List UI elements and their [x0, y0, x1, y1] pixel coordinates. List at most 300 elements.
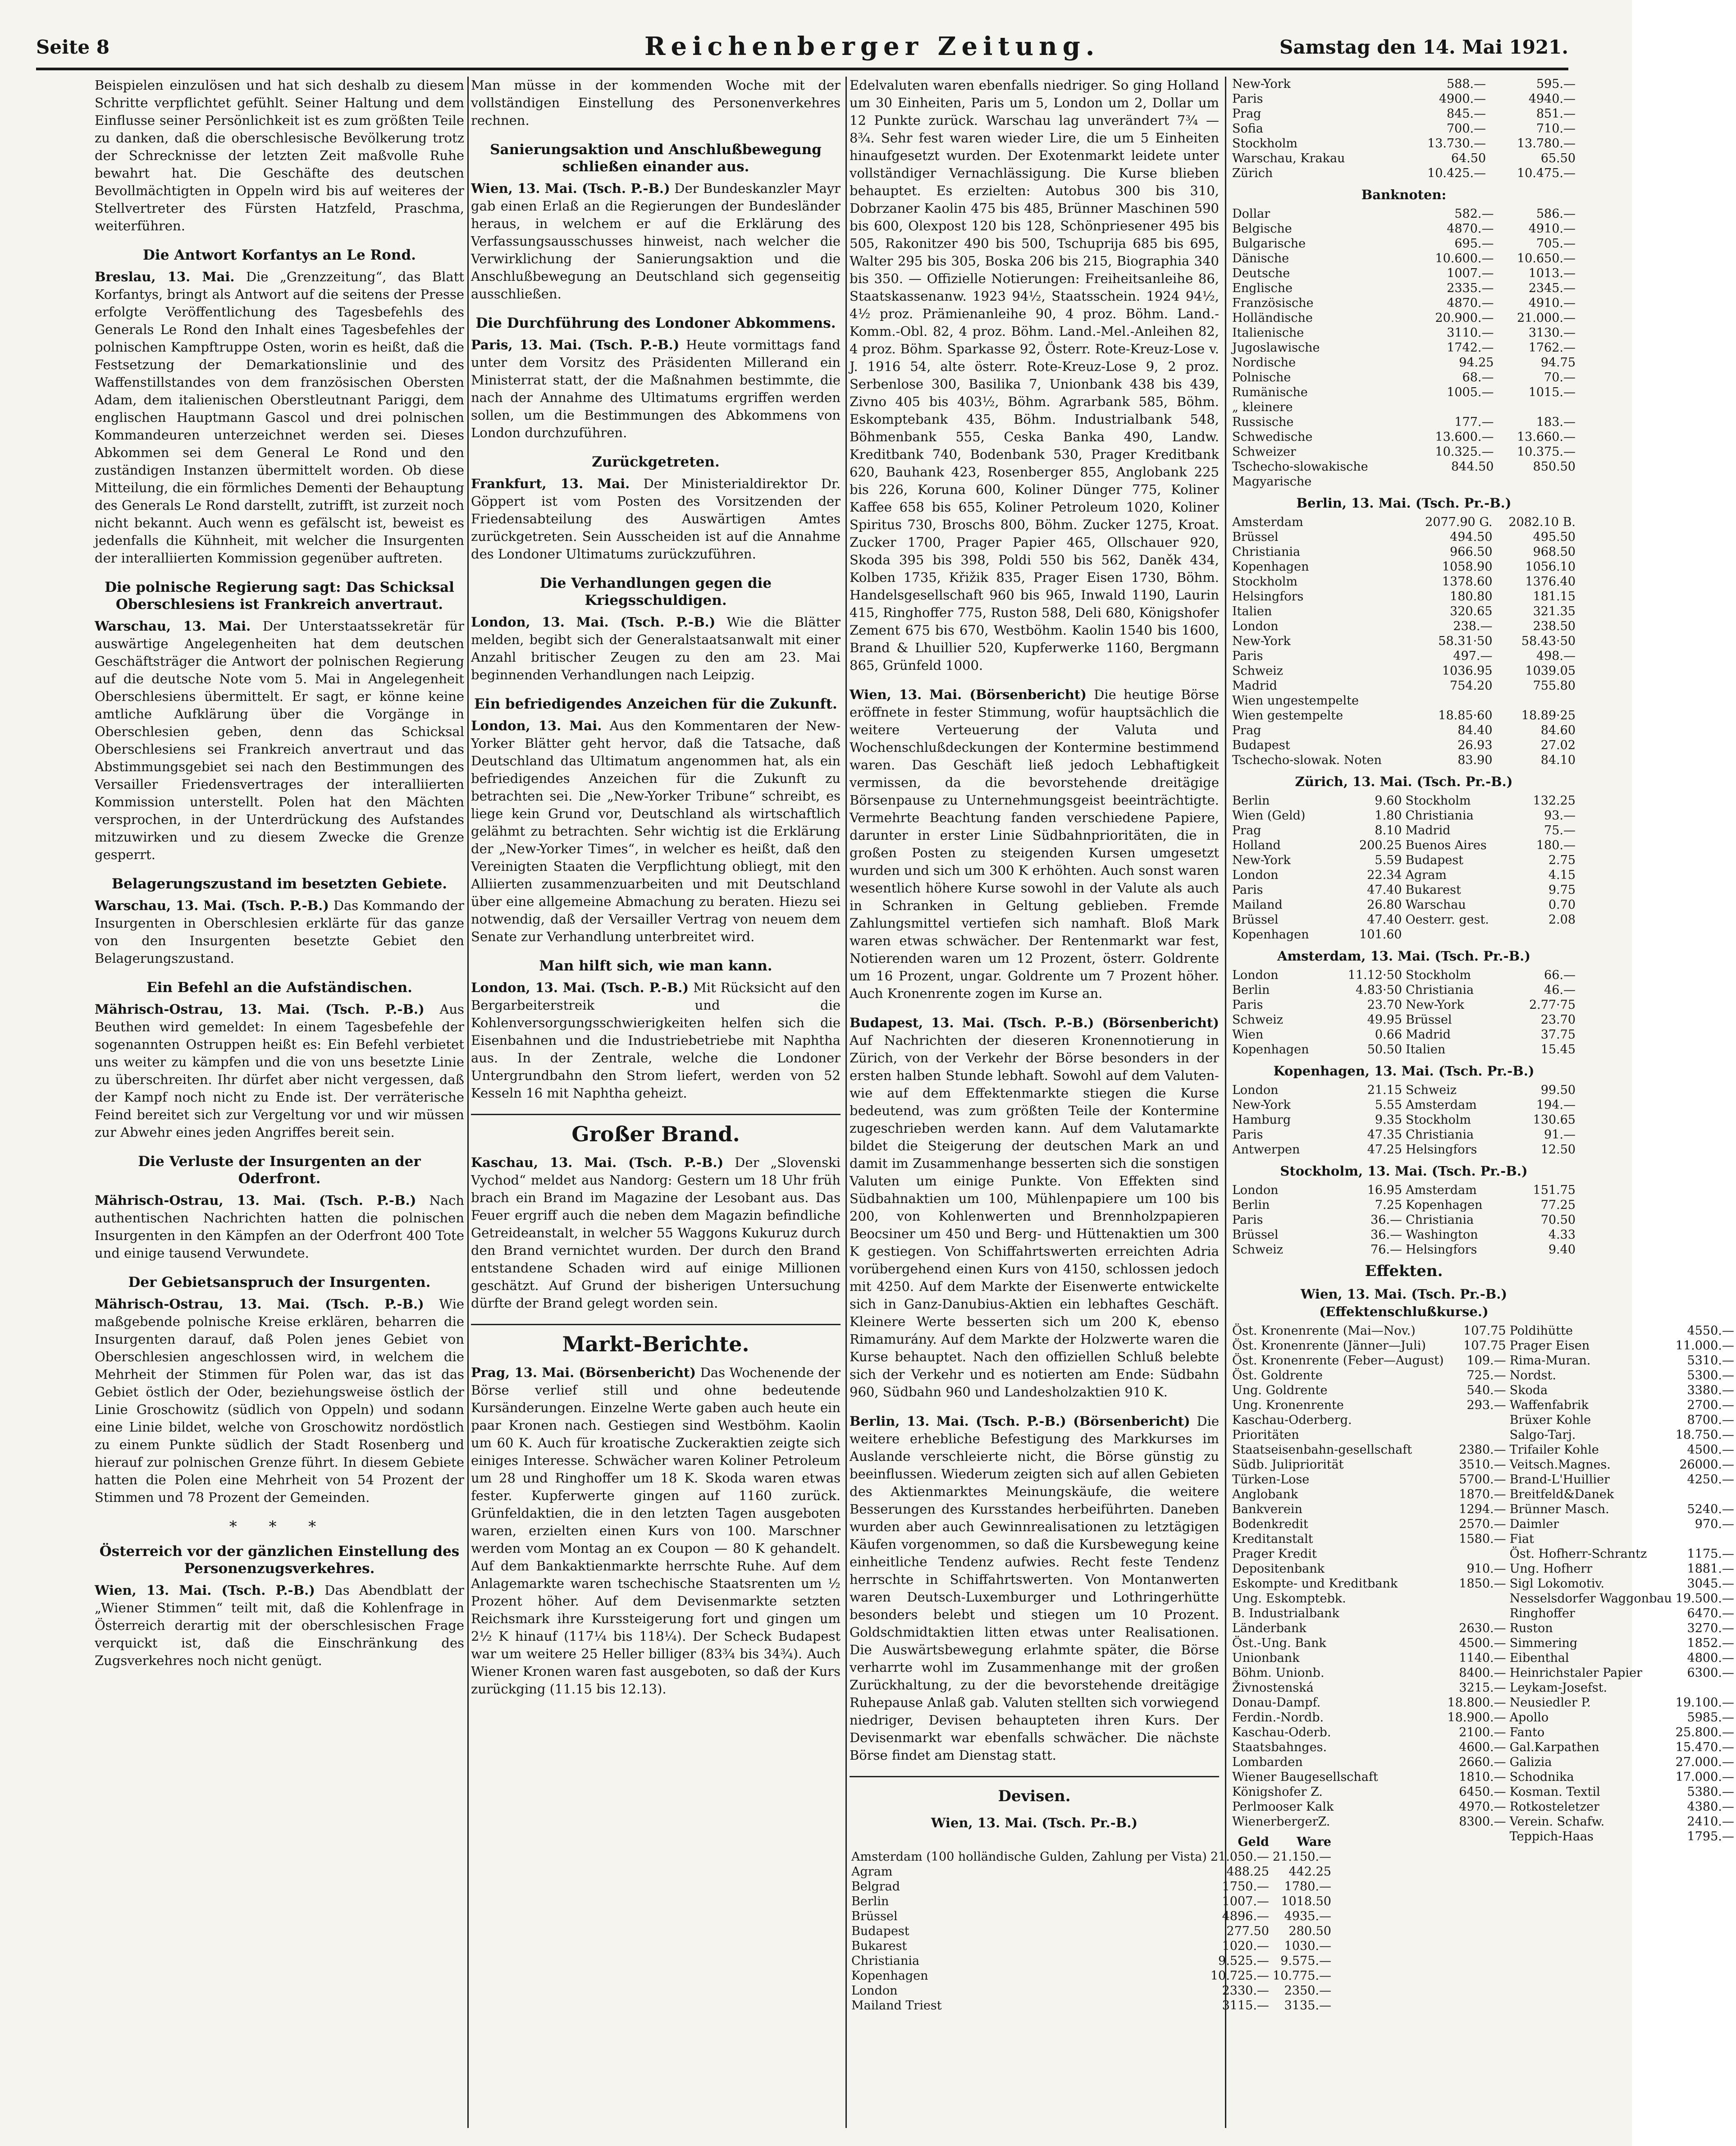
- article-body: Der Bundeskanzler Mayr gab einen Erlaß an die Regierungen der Bundesländer heraus, in welchem er auf die Erklärung des Verfassungsausschusses hinweist, nach welcher die Verwirklichung der Sanierungsaktion und die Anschlußbewegung an Deutschland sich gegenseitig ausschließen.: [471, 181, 841, 302]
- article-body: Das Abendblatt der „Wiener Stimmen“ teilt mit, daß die Kohlenfrage in Österreich derartig mit der oberschlesischen Frage verquickt ist, daß die Einschränkung des Zugsverkehres noch nicht genügt.: [95, 1583, 465, 1668]
- table-cell: Wien ungestempelte: [1232, 694, 1359, 708]
- table-cell: Wien (Geld): [1232, 809, 1306, 823]
- table-cell: Budapest: [851, 1924, 909, 1938]
- table-cell: Rima-Muran.: [1509, 1354, 1591, 1368]
- table-row: [1230, 459, 1577, 474]
- table-cell: Brüssel: [1232, 530, 1279, 544]
- table-row: [1230, 1591, 1736, 1606]
- table-cell: Kopenhagen: [1232, 560, 1309, 574]
- table-row: [1230, 998, 1577, 1012]
- table-cell: Daimler: [1509, 1517, 1559, 1531]
- table-cell: Eskompte- und Kreditbank: [1232, 1577, 1398, 1591]
- table-cell: Madrid: [1406, 1028, 1451, 1042]
- table-cell: 3215.—: [1459, 1681, 1506, 1695]
- table-row: [1230, 266, 1577, 281]
- table-cell: Buenos Aires: [1405, 838, 1487, 852]
- table-cell: 1795.—: [1687, 1830, 1734, 1844]
- table-cell: Schweiz: [1232, 664, 1283, 678]
- article: [471, 1114, 841, 1312]
- table-row: [1230, 559, 1577, 574]
- table-row: [1230, 1183, 1577, 1198]
- article-dateline: Mährisch-Ostrau, 13. Mai. (Tsch. P.-B.): [95, 1193, 416, 1208]
- table-cell: Berlin: [851, 1894, 889, 1908]
- page-number: Seite 8: [36, 36, 110, 58]
- effekten-title: Effekten.: [1365, 1262, 1443, 1280]
- table-cell: Wien: [1232, 1028, 1264, 1042]
- article: [95, 1543, 464, 1670]
- table-cell: 1015.—: [1528, 385, 1576, 399]
- table-row: [1230, 1383, 1736, 1398]
- table-cell: Poldihütte: [1509, 1324, 1573, 1338]
- table-cell: Belgrad: [851, 1880, 900, 1894]
- article: [850, 686, 1219, 1002]
- article-dateline: Warschau, 13. Mai. (Tsch. P.-B.): [95, 898, 329, 913]
- table-row: [1230, 738, 1577, 753]
- table-row: [1230, 1621, 1736, 1636]
- table-row: [1230, 355, 1577, 370]
- kopenhagen-rates-title: Kopenhagen, 13. Mai. (Tsch. Pr.-B.): [1273, 1063, 1535, 1079]
- table-cell: 2082.10 B.: [1508, 515, 1576, 529]
- table-row: [1230, 430, 1577, 444]
- table-cell: 968.50: [1533, 545, 1576, 559]
- table-cell: 15.470.—: [1675, 1740, 1734, 1754]
- column-2: [471, 77, 841, 2128]
- table-cell: 4250.—: [1687, 1473, 1734, 1487]
- article-dateline: London, 13. Mai. (Tsch. P.-B.): [471, 980, 689, 995]
- table-cell: Ferdin.-Nordb.: [1232, 1711, 1324, 1725]
- table-cell: 66.—: [1544, 968, 1576, 982]
- table-cell: Englische: [1232, 281, 1293, 295]
- article-headline: Die Verluste der Insurgenten an der Oderfront.: [138, 1153, 421, 1187]
- table-cell: Öst. Kronenrente (Mai—Nov.): [1232, 1324, 1416, 1338]
- article-body: Der Ministerialdirektor Dr. Göppert ist vom Posten des Vorsitzenden der Friedensabteilung des Auswärtigen Amtes zurückgetreten. Sein Ausscheiden ist auf die Annahme des Londoner Ultimatums zurückzuführen.: [471, 476, 841, 562]
- table-cell: Amsterdam: [1406, 1098, 1477, 1112]
- table-cell: 180.—: [1536, 838, 1576, 852]
- table-cell: 36.—: [1371, 1213, 1402, 1227]
- table-cell: [1414, 400, 1496, 415]
- table-cell: Bankverein: [1232, 1502, 1302, 1516]
- table-cell: 4500.—: [1687, 1443, 1734, 1457]
- article: [95, 247, 464, 567]
- table-cell: 2.77·75: [1529, 998, 1576, 1012]
- table-cell: Öst. Hofherr-Schrantz: [1509, 1547, 1647, 1561]
- table-cell: 18.89·25: [1521, 709, 1576, 723]
- table-row: [1230, 311, 1577, 325]
- table-cell: 3045.—: [1687, 1577, 1734, 1591]
- effekten-table: [1230, 1323, 1736, 1844]
- table-row: [1230, 1799, 1736, 1814]
- table-cell: 966.50: [1450, 545, 1493, 559]
- table-cell: 2700.—: [1687, 1398, 1734, 1412]
- table-cell: 540.—: [1466, 1383, 1506, 1397]
- table-cell: Stockholm: [1232, 575, 1297, 589]
- effekten-subtitle: Wien, 13. Mai. (Tsch. Pr.-B.) (Effektenschlußkurse.): [1300, 1286, 1508, 1319]
- table-cell: 4380.—: [1687, 1800, 1734, 1814]
- table-row: [1230, 1398, 1736, 1413]
- table-cell: Brüssel: [851, 1909, 898, 1923]
- table-cell: 4910.—: [1528, 222, 1576, 236]
- article-body: Wie maßgebende polnische Kreise erklären, beharren die Insurgenten darauf, daß Polen jenes Gebiet von Oberschlesien angeschlossen wird, in welchem die Mehrheit der Stimmen für Polen war, das ist das Gebiet östlich der Oder, beziehungsweise östlich der Linie Groschowitz (südlich von Oppeln) und sodann eine Linie bildet, welche von Groschowitz nordöstlich zu einem Punkte südlich der Stadt Rosenberg und hierauf zur polnischen Grenze führt. In diesem Gebiete hatten die Polen eine Mehrheit von 54 Prozent der Stimmen und 78 Prozent der Gemeinden.: [95, 1296, 464, 1505]
- table-cell: 700.—: [1447, 122, 1486, 136]
- table-cell: 130.65: [1533, 1113, 1576, 1127]
- table-cell: 36.—: [1371, 1228, 1402, 1242]
- article: [471, 696, 841, 946]
- table-cell: 582.—: [1454, 207, 1494, 221]
- table-row: [1230, 1323, 1736, 1338]
- article-dateline: Mährisch-Ostrau, 13. Mai. (Tsch. P.-B.): [95, 1002, 425, 1017]
- table-cell: Nordst.: [1509, 1368, 1556, 1382]
- zurich-rates-title: Zürich, 13. Mai. (Tsch. Pr.-B.): [1295, 774, 1513, 789]
- table-cell: Kaschau-Oderberg.: [1232, 1413, 1352, 1427]
- table-cell: Sigl Lokomotiv.: [1509, 1577, 1605, 1591]
- table-cell: 10.650.—: [1517, 252, 1576, 265]
- table-cell: Holländische: [1232, 311, 1313, 325]
- table-cell: 20.900.—: [1435, 311, 1494, 325]
- table-row: [1230, 1680, 1736, 1695]
- table-row: [1230, 589, 1577, 604]
- table-cell: 2345.—: [1528, 281, 1576, 295]
- table-cell: Kosman. Textil: [1509, 1785, 1600, 1799]
- table-cell: Schweiz: [1406, 1083, 1457, 1097]
- column-rule: [1225, 77, 1226, 2128]
- article-body: Auf Nachrichten der dieseren Kronennotierung in Zürich, von der Verkehr der Börse besonders in der ersten halben Stunde lebhaft. Sowohl auf dem Valuten- wie auf dem Effektenmarkte stiegen die Kurse bedeutend, was zum größten Teile der Kontermine zugeschrieben werden kann. Auf dem Valutamarkte bildet die Steigerung der deutschen Mark an und damit im Zusammenhange besserten sich die sonstigen Valuten um einige Punkte. Von Effekten sind Südbahnaktien um 100, Mühlenpapiere um 100 bis 200, von Kohlenwerten und Brennholzpapieren Beocsiner um 450 und Berg- und Hüttenaktien um 300 K gestiegen. Von Schiffahrtswerten erreichten Adria vorübergehend einen Kurs von 4150, schlossen jedoch mit 4250. Auf dem Markte der Eisenwerte entwickelte sich in Ganz-Danubius-Aktien ein lebhaftes Geschäft. Kleinere Werte besserten sich um 200 K, ebenso Rimamurány. Auf dem Markte der Holzwerte waren die Kurse behauptet. Nach den offiziellen Schluß belebte sich der Verkehr und es notierten am Ende: Südbahn 960, Südbahn 960 und Landesholzaktien 910 K.: [850, 1033, 1219, 1400]
- table-cell: Waffenfabrik: [1509, 1398, 1589, 1412]
- table-row: [1230, 723, 1577, 738]
- table-cell: 1007.—: [1222, 1894, 1269, 1908]
- table-cell: 2.08: [1548, 913, 1576, 927]
- table-cell: Südb. Julipriorität: [1232, 1458, 1344, 1472]
- table-row: [1230, 151, 1577, 166]
- article-body: Wie die Blätter melden, begibt sich der Generalstaatsanwalt mit einer Anzahl britischer Zeugen zu den am 23. Mai beginnenden Verhandlungen nach Leipzig.: [471, 614, 841, 682]
- table-row: [1230, 296, 1577, 311]
- column-4: [1230, 77, 1734, 2128]
- table-row: [1230, 474, 1577, 489]
- table-cell: Hamburg: [1232, 1113, 1291, 1127]
- table-row: [1230, 1755, 1736, 1770]
- table-cell: 8700.—: [1687, 1413, 1734, 1427]
- table-row: [1230, 1413, 1736, 1428]
- table-cell: 37.75: [1540, 1028, 1576, 1042]
- table-cell: Gal.Karpathen: [1509, 1740, 1599, 1754]
- table-cell: 442.25: [1288, 1865, 1331, 1879]
- table-cell: 16.95: [1367, 1183, 1402, 1197]
- table-row: [1230, 663, 1577, 678]
- table-cell: Bukarest: [851, 1939, 907, 1953]
- table-cell: 321.35: [1533, 604, 1576, 618]
- table-cell: Ung. Goldrente: [1232, 1383, 1328, 1397]
- table-cell: Warschau: [1405, 898, 1466, 912]
- table-cell: 1742.—: [1447, 341, 1494, 355]
- table-cell: 755.80: [1533, 679, 1576, 693]
- table-cell: 8300.—: [1459, 1815, 1506, 1829]
- table-cell: 5985.—: [1687, 1711, 1734, 1725]
- table-cell: Schweizer: [1232, 445, 1296, 459]
- table-cell: 595.—: [1536, 77, 1576, 91]
- table-cell: 91.—: [1544, 1128, 1576, 1142]
- table-cell: Prag: [1232, 723, 1261, 737]
- table-row: [1230, 1227, 1577, 1242]
- table-cell: Prager Kredit: [1232, 1547, 1317, 1561]
- table-row: [1230, 415, 1577, 430]
- newspaper-title: Reichenberger Zeitung.: [644, 32, 1100, 61]
- table-cell: 9.60: [1375, 794, 1402, 808]
- table-cell: Staatsbahnges.: [1232, 1740, 1327, 1754]
- table-cell: Berlin: [1232, 983, 1270, 997]
- table-row: [1230, 823, 1577, 838]
- table-row: [1230, 1710, 1736, 1725]
- table-cell: Budapest: [1405, 853, 1464, 867]
- table-cell: 8400.—: [1459, 1666, 1506, 1680]
- table-cell: Skoda: [1509, 1383, 1548, 1397]
- table-cell: Kopenhagen: [851, 1969, 928, 1983]
- table-cell: 101.60: [1359, 928, 1402, 942]
- article-headline: Belagerungszustand im besetzten Gebiete.: [111, 876, 448, 892]
- table-cell: Kreditanstalt: [1232, 1532, 1313, 1546]
- article-dateline: Breslau, 13. Mai.: [95, 269, 235, 284]
- table-cell: Simmering: [1509, 1636, 1578, 1650]
- table-row: [1230, 1532, 1736, 1547]
- devisen-continued-table: [1230, 77, 1577, 181]
- table-cell: 21.050.—: [1210, 1850, 1269, 1864]
- table-cell: 970.—: [1695, 1517, 1734, 1531]
- table-cell: Washington: [1406, 1228, 1478, 1242]
- table-cell: Stockholm: [1232, 137, 1297, 151]
- table-cell: Stockholm: [1406, 968, 1471, 982]
- table-row: [1230, 1127, 1577, 1142]
- table-cell: Jugoslawische: [1232, 341, 1320, 355]
- table-row: [1230, 1576, 1736, 1591]
- table-cell: 2350.—: [1284, 1984, 1331, 1998]
- table-row: [1230, 92, 1577, 106]
- stockholm-rates-table: [1230, 1183, 1577, 1257]
- table-cell: 277.50: [1226, 1924, 1269, 1938]
- table-cell: 3115.—: [1222, 1999, 1269, 2013]
- table-cell: 1780.—: [1284, 1880, 1331, 1894]
- berlin-rates-title: Berlin, 13. Mai. (Tsch. Pr.-B.): [1296, 495, 1512, 511]
- table-cell: 1013.—: [1528, 266, 1576, 280]
- article-dateline: Budapest, 13. Mai. (Tsch. P.-B.) (Börsenbericht): [850, 1015, 1219, 1030]
- table-cell: Galizia: [1509, 1755, 1552, 1769]
- table-cell: Ringhoffer: [1509, 1606, 1575, 1620]
- table-cell: 46.—: [1544, 983, 1576, 997]
- table-cell: 1175.—: [1687, 1547, 1734, 1561]
- table-cell: 6470.—: [1687, 1606, 1734, 1620]
- article-dateline: Prag, 13. Mai. (Börsenbericht): [471, 1365, 696, 1380]
- table-cell: Geld: [1238, 1835, 1269, 1849]
- table-row: [1230, 1428, 1736, 1442]
- article-headline: Der Gebietsanspruch der Insurgenten.: [128, 1274, 431, 1290]
- table-cell: New-York: [1232, 1098, 1291, 1112]
- table-cell: Agram: [1405, 868, 1447, 882]
- table-cell: Nordische: [1232, 356, 1296, 370]
- table-cell: Ware: [1297, 1835, 1331, 1849]
- article-dateline: Frankfurt, 13. Mai.: [471, 476, 630, 491]
- table-cell: Stockholm: [1406, 1113, 1471, 1127]
- stockholm-rates-title: Stockholm, 13. Mai. (Tsch. Pr.-B.): [1280, 1163, 1528, 1179]
- article-body: Das Kommando der Insurgenten in Oberschlesien erklärte für das ganze von den Insurgenten besetzte Gebiet den Belagerungszustand.: [95, 898, 464, 966]
- table-cell: 4935.—: [1284, 1909, 1331, 1923]
- table-cell: 21.150.—: [1272, 1850, 1331, 1864]
- article: [471, 957, 841, 1102]
- table-cell: 1378.60: [1442, 575, 1493, 589]
- table-cell: 1039.05: [1525, 664, 1576, 678]
- table-row: [1230, 545, 1577, 559]
- table-cell: London: [1232, 868, 1279, 882]
- table-cell: 13.660.—: [1517, 430, 1576, 444]
- table-cell: 5380.—: [1687, 1785, 1734, 1799]
- table-row: [1230, 1198, 1577, 1213]
- table-row: [1230, 868, 1577, 883]
- table-cell: Kopenhagen: [1232, 1043, 1309, 1057]
- table-cell: 5240.—: [1687, 1502, 1734, 1516]
- table-cell: 47.25: [1367, 1143, 1402, 1157]
- table-cell: 1294.—: [1459, 1502, 1506, 1516]
- table-cell: 705.—: [1536, 237, 1576, 251]
- table-row: [1230, 604, 1577, 619]
- table-cell: 26.93: [1457, 738, 1493, 752]
- table-cell: 22.34: [1367, 868, 1402, 882]
- table-cell: 107.75: [1463, 1339, 1506, 1353]
- table-cell: Neusiedler P.: [1509, 1696, 1591, 1710]
- table-cell: Ung. Eskomptebk.: [1232, 1592, 1346, 1606]
- table-cell: 4870.—: [1447, 296, 1494, 310]
- article-headline: Die Antwort Korfantys an Le Rond.: [143, 247, 416, 263]
- table-row: [1230, 1725, 1736, 1740]
- table-row: [1230, 1338, 1736, 1353]
- table-cell: 3380.—: [1687, 1383, 1734, 1397]
- table-cell: 3510.—: [1459, 1458, 1506, 1472]
- table-cell: 7.25: [1375, 1198, 1402, 1212]
- table-cell: 1850.—: [1459, 1577, 1506, 1591]
- table-cell: 1007.—: [1447, 266, 1494, 280]
- table-cell: 13.730.—: [1427, 137, 1486, 151]
- article: [850, 1014, 1219, 1401]
- table-cell: Nesselsdorfer Waggonbau: [1509, 1592, 1672, 1606]
- table-cell: Böhm. Unionb.: [1232, 1666, 1325, 1680]
- article-body: Der „Slovenski Vychod“ meldet aus Nandorg: Gestern um 18 Uhr früh brach ein Brand im Magazine der Lesobant aus. Das Feuer ergriff auch die neben dem Magazin befindliche Getreideanstalt, in welcher 55 Waggons Kukuruz durch den Brand vernichtet wurden. Der durch den Brand entstandene Schaden wird auf einige Millionen geschätzt. Auf Grund der bisherigen Untersuchung dürfte der Brand gelegt worden sein.: [471, 1155, 841, 1311]
- table-cell: Rumänische: [1232, 385, 1308, 399]
- table-cell: Brüssel: [1406, 1013, 1452, 1027]
- table-cell: 488.25: [1226, 1865, 1269, 1879]
- table-cell: 10.600.—: [1435, 252, 1494, 265]
- article-dateline: Berlin, 13. Mai. (Tsch. P.-B.) (Börsenbericht): [850, 1414, 1190, 1429]
- table-cell: Amsterdam: [1232, 515, 1303, 529]
- table-cell: 0.70: [1548, 898, 1576, 912]
- table-cell: 5310.—: [1687, 1354, 1734, 1368]
- table-row: [1230, 221, 1577, 236]
- table-cell: 4970.—: [1459, 1800, 1506, 1814]
- table-cell: Brüssel: [1232, 1228, 1279, 1242]
- table-cell: 2100.—: [1459, 1725, 1506, 1739]
- table-cell: Öst. Goldrente: [1232, 1368, 1323, 1382]
- table-cell: Christiania: [851, 1954, 920, 1968]
- table-cell: 27.02: [1540, 738, 1576, 752]
- table-cell: Mailand: [1232, 898, 1283, 912]
- table-cell: 18.800.—: [1447, 1696, 1506, 1710]
- table-cell: 4900.—: [1439, 92, 1486, 106]
- table-cell: 3135.—: [1284, 1999, 1331, 2013]
- table-cell: [1494, 693, 1577, 708]
- table-row: [1230, 444, 1577, 459]
- table-cell: 47.35: [1367, 1128, 1402, 1142]
- table-row: [1230, 1368, 1736, 1383]
- table-cell: 4.33: [1548, 1228, 1576, 1242]
- table-cell: Ung. Kronenrente: [1232, 1398, 1344, 1412]
- table-cell: Staatseisenbahn-gesellschaft: [1232, 1443, 1412, 1457]
- table-cell: Christiania: [1406, 983, 1474, 997]
- table-cell: Brand-L'Huillier: [1509, 1473, 1610, 1487]
- article-body: Das Wochenende der Börse verlief still und ohne bedeutende Kursänderungen. Einzelne Werte gaben auch heute ein paar Kronen nach. Gestiegen sind Westböhm. Kaolin um 60 K. Auch für kroatische Zuckeraktien zeigte sich einiges Interesse. Schwächer waren Koliner Petroleum um 28 und Ringhoffer um 18 K. Skoda waren etwas fester. Kupferwerte gingen auf 1160 zurück. Grünfeldaktien, die in den letzten Tagen ausgeboten waren, erzielten einen Kurs von 100. Marschner werden vom Montag an ex Coupon — 80 K gehandelt. Auf dem Bankaktienmarkte herrschte Ruhe. Auf dem Anlagemarkte waren tschechische Staatsrenten um ½ Prozent höher. Auf dem Devisenmarkte setzten Reichsmark ihre Kurssteigerung fort und gingen um 2½ K hinauf (117¼ bis 118¼). Der Scheck Budapest war um weitere 25 Heller billiger (83¾ bis 34¾). Auch Wiener Kronen waren fast ausgeboten, so daß der Kurs zurückging (11.15 bis 12.13).: [471, 1365, 841, 1697]
- table-cell: 151.75: [1533, 1183, 1576, 1197]
- table-cell: 4870.—: [1447, 222, 1494, 236]
- table-cell: Rotkosteletzer: [1509, 1800, 1599, 1814]
- table-cell: 2630.—: [1459, 1621, 1506, 1635]
- table-cell: 588.—: [1447, 77, 1486, 91]
- article: [95, 1153, 464, 1262]
- table-cell: 58.43·50: [1521, 634, 1576, 648]
- table-cell: Ung. Hofherr: [1509, 1562, 1593, 1576]
- table-cell: 26000.—: [1679, 1458, 1734, 1472]
- table-cell: 586.—: [1536, 207, 1576, 221]
- table-cell: 76.—: [1371, 1243, 1402, 1257]
- table-cell: 18.900.—: [1447, 1711, 1506, 1725]
- article-headline: Sanierungsaktion und Anschlußbewegung schließen einander aus.: [490, 142, 822, 175]
- table-cell: 49.95: [1367, 1013, 1402, 1027]
- table-cell: Berlin: [1232, 1198, 1270, 1212]
- table-cell: Polnische: [1232, 371, 1291, 384]
- table-row: [1230, 1213, 1577, 1227]
- table-cell: London: [851, 1984, 898, 1998]
- table-cell: 2.75: [1548, 853, 1576, 867]
- table-row: [1230, 1606, 1736, 1621]
- article-body: Man müsse in der kommenden Woche mit der vollständigen Einstellung des Personenverkehres rechnen.: [471, 78, 841, 128]
- table-row: [1230, 1472, 1736, 1487]
- table-cell: 3270.—: [1687, 1621, 1734, 1635]
- table-cell: 19.500.—: [1675, 1592, 1734, 1606]
- table-cell: 4600.—: [1459, 1740, 1506, 1754]
- table-cell: Berlin: [1232, 794, 1270, 808]
- table-row: [1230, 166, 1577, 181]
- table-cell: 181.15: [1533, 590, 1576, 604]
- column-rule: [845, 77, 847, 2128]
- table-cell: [1411, 693, 1494, 708]
- table-row: [1230, 897, 1577, 912]
- article: [471, 141, 841, 303]
- table-cell: Anglobank: [1232, 1487, 1298, 1501]
- article-dateline: Wien, 13. Mai. (Börsenbericht): [850, 687, 1087, 702]
- table-cell: 845.—: [1447, 107, 1486, 121]
- kopenhagen-rates-table: [1230, 1083, 1577, 1157]
- table-cell: 1870.—: [1459, 1487, 1506, 1501]
- table-cell: 13.780.—: [1517, 137, 1576, 151]
- table-cell: Paris: [1232, 883, 1263, 897]
- table-cell: Lombarden: [1232, 1755, 1303, 1769]
- table-cell: [1446, 1547, 1508, 1561]
- table-cell: Schwedische: [1232, 430, 1313, 444]
- table-cell: 12.50: [1540, 1143, 1576, 1157]
- article: [471, 315, 841, 442]
- table-cell: 495.50: [1533, 530, 1576, 544]
- table-cell: 2077.90 G.: [1425, 515, 1493, 529]
- table-cell: 6300.—: [1687, 1666, 1734, 1680]
- devisen-subtitle: Wien, 13. Mai. (Tsch. Pr.-B.): [931, 1815, 1138, 1830]
- table-cell: Wien gestempelte: [1232, 709, 1343, 723]
- table-cell: London: [1232, 1183, 1279, 1197]
- table-row: [1230, 838, 1577, 853]
- article: [95, 579, 464, 864]
- table-cell: 4.15: [1548, 868, 1576, 882]
- table-cell: 77.25: [1540, 1198, 1576, 1212]
